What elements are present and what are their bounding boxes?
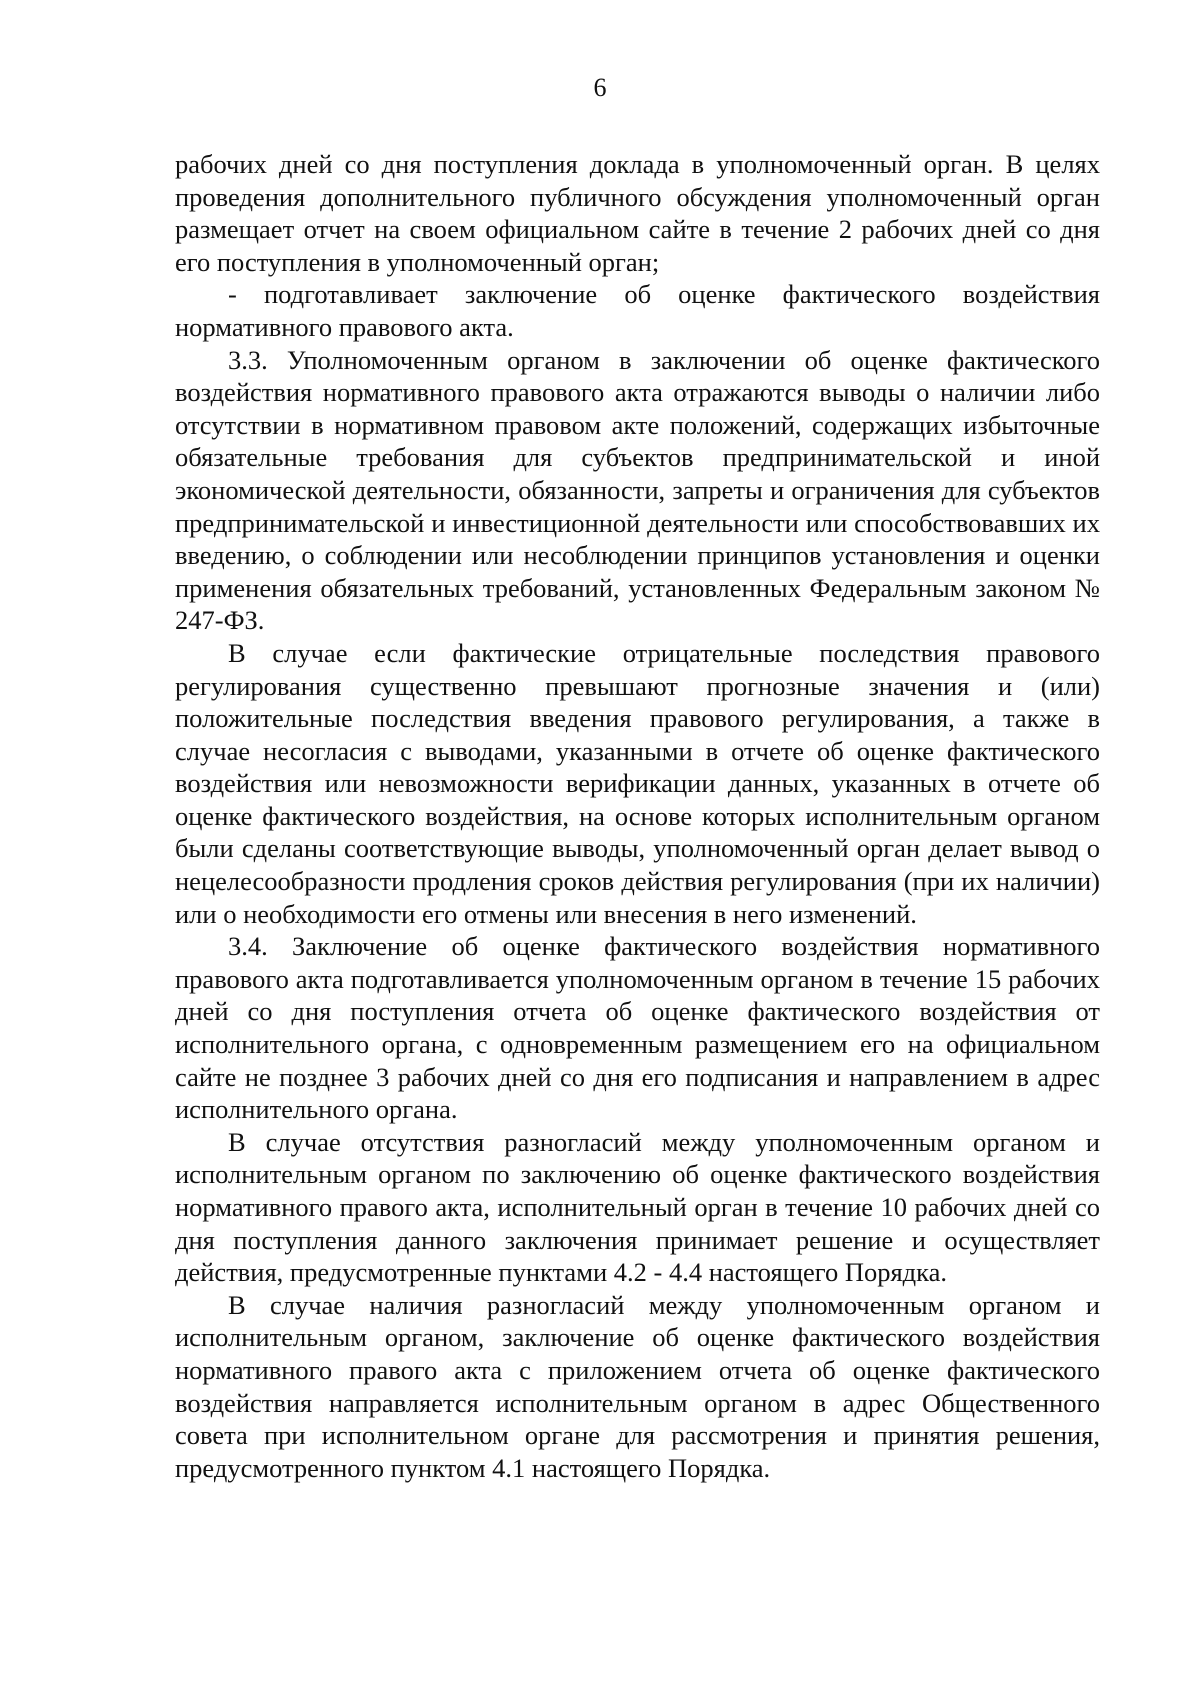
paragraph-negative-consequences: В случае если фактические отрицательные последствия правового регулирования существенно превышают прогнозные значения и (или) положительные последствия введения правового регулирования, а также в случае несогласия с выводами, указанными в отчете об оценке фактического воздействия или невозможности верификации данных, указанных в отчете об оценке фактического воздействия, на основе которых исполнительным органом были сделаны соответствующие выводы, уполномоченный орган делает вывод о нецелесообразности продления сроков действия регулирования (при их наличии) или о необходимости его отмены или внесения в него изменений. — [175, 637, 1100, 929]
paragraph-disagreements: В случае наличия разногласий между уполномоченным органом и исполнительным органом, заключение об оценке фактического воздействия нормативного правого акта с приложением отчета об оценке фактического воздействия направляется исполнительным органом в адрес Общественного совета при исполнительном органе для рассмотрения и принятия решения, предусмотренного пунктом 4.1 настоящего Порядка. — [175, 1289, 1100, 1483]
document-body — [175, 148, 1100, 1484]
paragraph-3-4: 3.4. Заключение об оценке фактического воздействия нормативного правового акта подготавливается уполномоченным органом в течение 15 рабочих дней со дня поступления отчета об оценке фактического воздействия от исполнительного органа, с одновременным размещением его на официальном сайте не позднее 3 рабочих дней со дня его подписания и направлением в адрес исполнительного органа. — [175, 931, 1100, 1125]
paragraph-continuation: рабочих дней со дня поступления доклада в уполномоченный орган. В целях проведения дополнительного публичного обсуждения уполномоченный орган размещает отчет на своем официальном сайте в течение 2 рабочих дней со дня его поступления в уполномоченный орган; — [175, 149, 1100, 277]
paragraph-list-item: - подготавливает заключение об оценке фактического воздействия нормативного правового акта. — [175, 279, 1100, 342]
paragraph-no-disagreements: В случае отсутствия разногласий между уполномоченным органом и исполнительным органом по заключению об оценке фактического воздействия нормативного правого акта, исполнительный орган в течение 10 рабочих дней со дня поступления данного заключения принимает решение и осуществляет действия, предусмотренные пунктами 4.2 - 4.4 настоящего Порядка. — [175, 1126, 1100, 1288]
paragraph-3-3: 3.3. Уполномоченным органом в заключении об оценке фактического воздействия нормативного правового акта отражаются выводы о наличии либо отсутствии в нормативном правовом акте положений, содержащих избыточные обязательные требования для субъектов предпринимательской и иной экономической деятельности, обязанности, запреты и ограничения для субъектов предпринимательской и инвестиционной деятельности или способствовавших их введению, о соблюдении или несоблюдении принципов установления и оценки применения обязательных требований, установленных Федеральным законом № 247-ФЗ. — [175, 344, 1100, 636]
page-number: 6 — [593, 73, 607, 102]
